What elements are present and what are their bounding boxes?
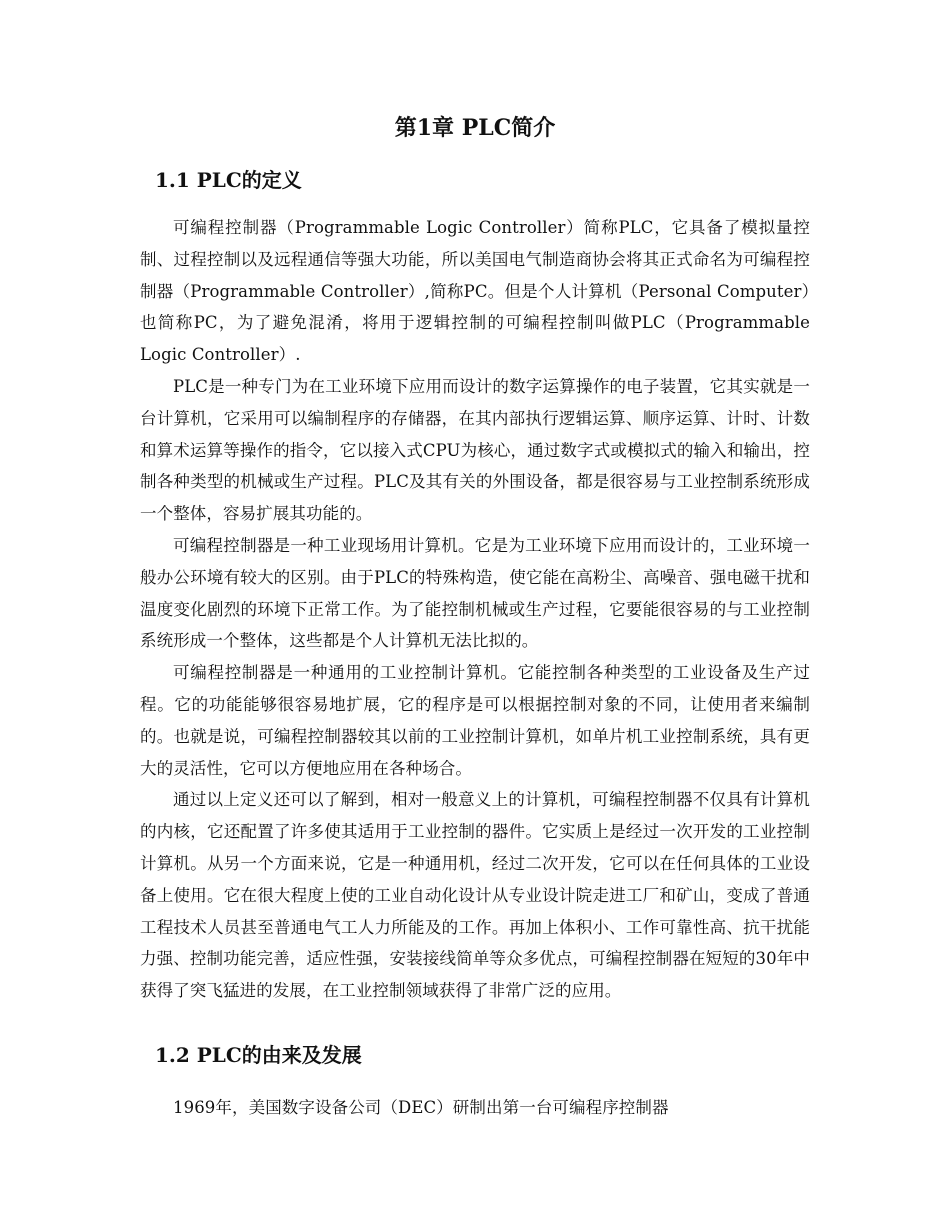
chapter-title: 第1章 PLC简介 — [394, 115, 556, 141]
paragraph: PLC是一种专门为在工业环境下应用而设计的数字运算操作的电子装置，它其实就是一台计算机，它采用可以编制程序的存储器，在其内部执行逻辑运算、顺序运算、计时、计数和算术运算等操作的指令，它以接入式CPU为核心，通过数字式或模拟式的输入和输出，控制各种类型的机械或生产过程。PLC及其有关的外围设备，都是很容易与工业控制系统形成一个整体，容易扩展其功能的。 — [140, 376, 810, 524]
paragraph: 可编程控制器（Programmable Logic Controller）简称PLC，它具备了模拟量控制、过程控制以及远程通信等强大功能，所以美国电气制造商协会将其正式命名为可编程控制器（Programmable Controller）,简称PC。但是个人计算机（Personal Computer）也简称PC，为了避免混淆，将用于逻辑控制的可编程控制叫做PLC（Programmable Logic Controller）. — [140, 218, 810, 365]
section-heading-1-1: 1.1 PLC的定义 — [155, 168, 302, 192]
paragraph: 可编程控制器是一种通用的工业控制计算机。它能控制各种类型的工业设备及生产过程。它的功能能够很容易地扩展，它的程序是可以根据控制对象的不同，让使用者来编制的。也就是说，可编程控制器较其以前的工业控制计算机，如单片机工业控制系统，具有更大的灵活性，它可以方便地应用在各种场合。 — [140, 663, 810, 778]
paragraph: 通过以上定义还可以了解到，相对一般意义上的计算机，可编程控制器不仅具有计算机的内核，它还配置了许多使其适用于工业控制的器件。它实质上是经过一次开发的工业控制计算机。从另一个方面来说，它是一种通用机，经过二次开发，它可以在任何具体的工业设备上使用。它在很大程度上使的工业自动化设计从专业设计院走进工厂和矿山，变成了普通工程技术人员甚至普通电气工人力所能及的工作。再加上体积小、工作可靠性高、抗干扰能力强、控制功能完善，适应性强，安装接线简单等众多优点，可编程控制器在短短的30年中获得了突飞猛进的发展，在工业控制领域获得了非常广泛的应用。 — [140, 790, 810, 1001]
paragraph: 可编程控制器是一种工业现场用计算机。它是为工业环境下应用而设计的，工业环境一般办公环境有较大的区别。由于PLC的特殊构造，使它能在高粉尘、高噪音、强电磁干扰和温度变化剧烈的环境下正常工作。为了能控制机械或生产过程，它要能很容易的与工业控制系统形成一个整体，这些都是个人计算机无法比拟的。 — [140, 535, 810, 651]
section-1-1-body — [140, 212, 810, 1007]
section-heading-1-2: 1.2 PLC的由来及发展 — [155, 1043, 362, 1067]
paragraph: 1969年，美国数字设备公司（DEC）研制出第一台可编程序控制器 — [173, 1098, 669, 1117]
section-1-2-body — [140, 1092, 810, 1124]
